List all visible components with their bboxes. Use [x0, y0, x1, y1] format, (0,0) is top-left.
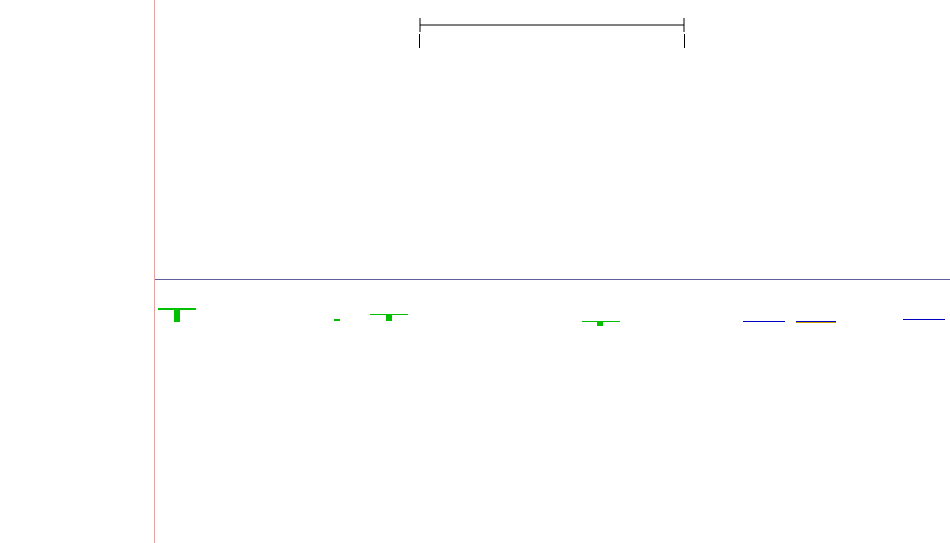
track-separator: [155, 279, 950, 280]
left-margin-line: [154, 0, 155, 543]
coord-right-tick: [684, 34, 685, 48]
base-grid: [155, 0, 950, 543]
phylop-graph: [155, 300, 950, 330]
coord-left-tick: [419, 34, 420, 48]
scale-bar: [418, 17, 688, 33]
reference-sequence-row: [155, 49, 950, 64]
